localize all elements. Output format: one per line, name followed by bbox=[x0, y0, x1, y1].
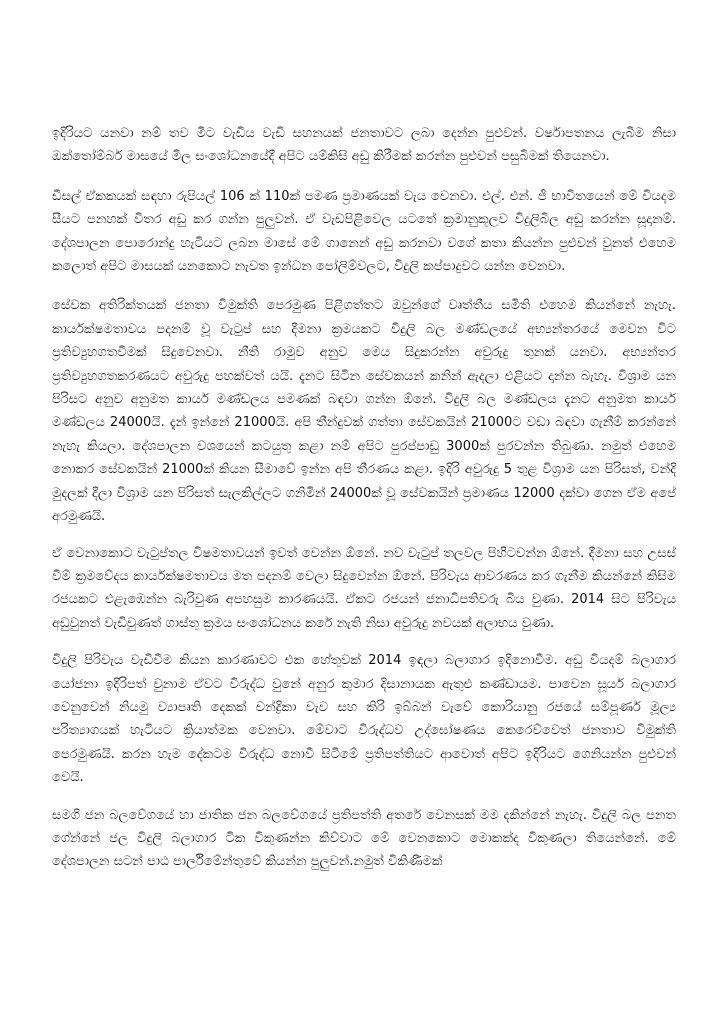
paragraph-3: සේවක අතිරික්තයක් ජනතා විමුක්ති පෙරමුණ පිළිගත්තට ඔවුන්ගේ වෘත්තීය සමිති එහෙම කියන්නේ නැහැ. කාර්යක්ෂමතාවය පදනම් වූ වැටුප් සහ දීමනා ක්‍රමයකට විදුලි බල මණ්ඩලයේ අභ්‍යන්තරයේ මෙවන විට ප්‍රතිව්‍යුහගතවීමක් සිදුවෙනවා. නීති රාමුව අනුව මෙය සිදුකරන්න අවුරුදු තුනක් යනවා. අභ්‍යන්තර ප්‍රතිව්‍යුහගතකරණයට අවුරුදු පහක්වත් යයි. දැනට සිටින සේවකයන් කනින් ඇදලා එළියට දාන්න බැහැ. විශ්‍රාම යන පිරිසට අනුව අනුමත කාර්ය මණ්ඩලය පමණක් බඳවා ගන්න ඕනේ. විදුලි බල මණ්ඩලය දැනට අනුමත කාර්ය මණ්ඩලය 24000යි. දැන් ඉන්නේ 21000යි. අපි තීන්දුවක් ගත්තා සේවකයින් 21000ට වඩා බඳවා ගැනීම් කරන්නේ නැහැ කියලා. දේශපාලන වශයෙන් කටයුතු කළා නම් අපිට පුරප්පාඩු 3000ක් පුරවන්න තිබුණා. නමුත් එහෙම නොකර සේවකයින් 21000ක් කියන සීමාවේ ඉන්න අපි තීරණය කළා. ඉදිරි අවුරුදු 5 තුළ විශ්‍රාම යන පිරිසත්, වන්දි මුදලක් දීලා විශ්‍රාම යන පිරිසත් සැලකිල්ලට ගනිමින් 24000ක් වූ සේවකයින් ප්‍රමාණය 12000 දක්වා ගෙන ඒම අපේ අරමුණයි. bbox=[52, 298, 676, 525]
article-body bbox=[52, 122, 676, 888]
paragraph-6: සමගි ජන බලවේගයේ හා ජාතික ජන බලවේගයේ ප්‍රතිපත්ති අතරේ වෙනසක් මම දකින්නේ නැහැ. විදුලි බල පනත ගේන්නේ ජල විදුලි බලාගාර ටික විකුණන්න කිව්වාට මේ වෙනකොට මොකක්ද විකුණලා තියෙන්නේ. මේ දේශපාලන සටන් පාඨ පාර්ලිමේන්තුවේ කියන්න පුලුවන්.නමුත් විකිණීමක් bbox=[52, 807, 676, 870]
paragraph-1: ඉදිරියට යනවා නම් තව මීට වැඩිය වැඩි සහනයක් ජනතාවට ලබා දෙන්න පුළුවන්. වර්ෂාපතනය ලැබීම නිසා ඔක්තෝම්බර් මාසයේ මිල සංශෝධනයේදී අපිට යම්කිසි අඩු කිරීමක් කරන්න පුළුවන් පසුබිමක් තියෙනවා. bbox=[52, 126, 676, 165]
paragraph-4: ඒ වෙනාකොට වැටුප්තල විෂමතාවයන් ඉවත් වෙන්න ඕනේ. නව වැටුප් තලවල පිහිටවන්න ඕනේ. දීමනා සහ උසස් වීම් ක්‍රමවේදය කාර්යක්ෂමතාවය මත පදනම් වෙලා සිදුවෙන්න ඕනේ. පිරිවැය ආවරණය කර ගැනීම කියන්නේ කිසිම රජයකට එළැඹෙන්න බැරිවුණ අපහසුම කාරණයයි. ඒකට රජයන් ජනාධිපතිවරු බිය වුණා. 2014 සිට පිරිවැය අඩුවුනත් වැඩිවුණත් ගාස්තු ක්‍රමය සංශෝධනය කරේ නැති නිසා අවුරුදු නවයක් අලාභය වුණා. bbox=[52, 545, 676, 631]
paragraph-2: ඩීසල් ඒකකයක් සඳහා රුපියල් 106 ක් 110ක් පමණ ප්‍රමාණයක් වැය වෙනවා. එල්. එන්. ජී භාවිතයෙන් මේ වියදම සීයට පනහක් විතර අඩු කර ගන්න පුලුවන්. ඒ වැඩපිළිවෙල යටතේ ක්‍රමානුකූලව විදුලිබිල අඩු කරන්න සූදානම්. දේශපාලන පොරොන්දු හැටියට ලබන මාසේ මේ ගානෙන් අඩු කරනවා වගේ කතා කියන්න පුළුවන් වුනත් එහෙම කලොත් අපිට මාසයක් යනකොට නැවත ඉන්ධන පෝලිම්වලට, විදුලි කප්පාදුවට යන්න වෙනවා. bbox=[52, 188, 676, 275]
paragraph-5: විදුලි පිරිවැය වැඩිවීම කියන කාරණාවට එක හේතුවක් 2014 ඉඳලා බලාගාර ඉදිනොවීම. අඩු වියදම් බලාගාර යෝජනා ඉදිරිපත් වුනාම ඒවට විරුද්ධ වුනේ අනුර කුමාර දිසානායක ඇතුළු කණ්ඩායම. පාවෙන සූර්ය බලාගාර වෙනුවෙන් නියමු ව්‍යාපෘති දෙකක් චන්ද්‍රිකා වැව සහ කිරි ඉබ්බන් වැවේ කොරියානු රජයේ සම්පූර්ණ මූල්‍ය පරිත්‍යාගයක් හැටියට ක්‍රියාත්මක වෙනවා. මේවාට විරුද්ධව උද්ඝෝෂණය කෙරෙව්වෙත් ජනතාව විමුක්ති පෙරමුණයි. කරන හැම දේකටම විරුද්ධ නොවී සිටීමේ ප්‍රතිපත්තියට ආවොත් අපිට ඉදිරියට ගෙනියන්න පුළුවන් වෙයි. bbox=[52, 653, 676, 786]
